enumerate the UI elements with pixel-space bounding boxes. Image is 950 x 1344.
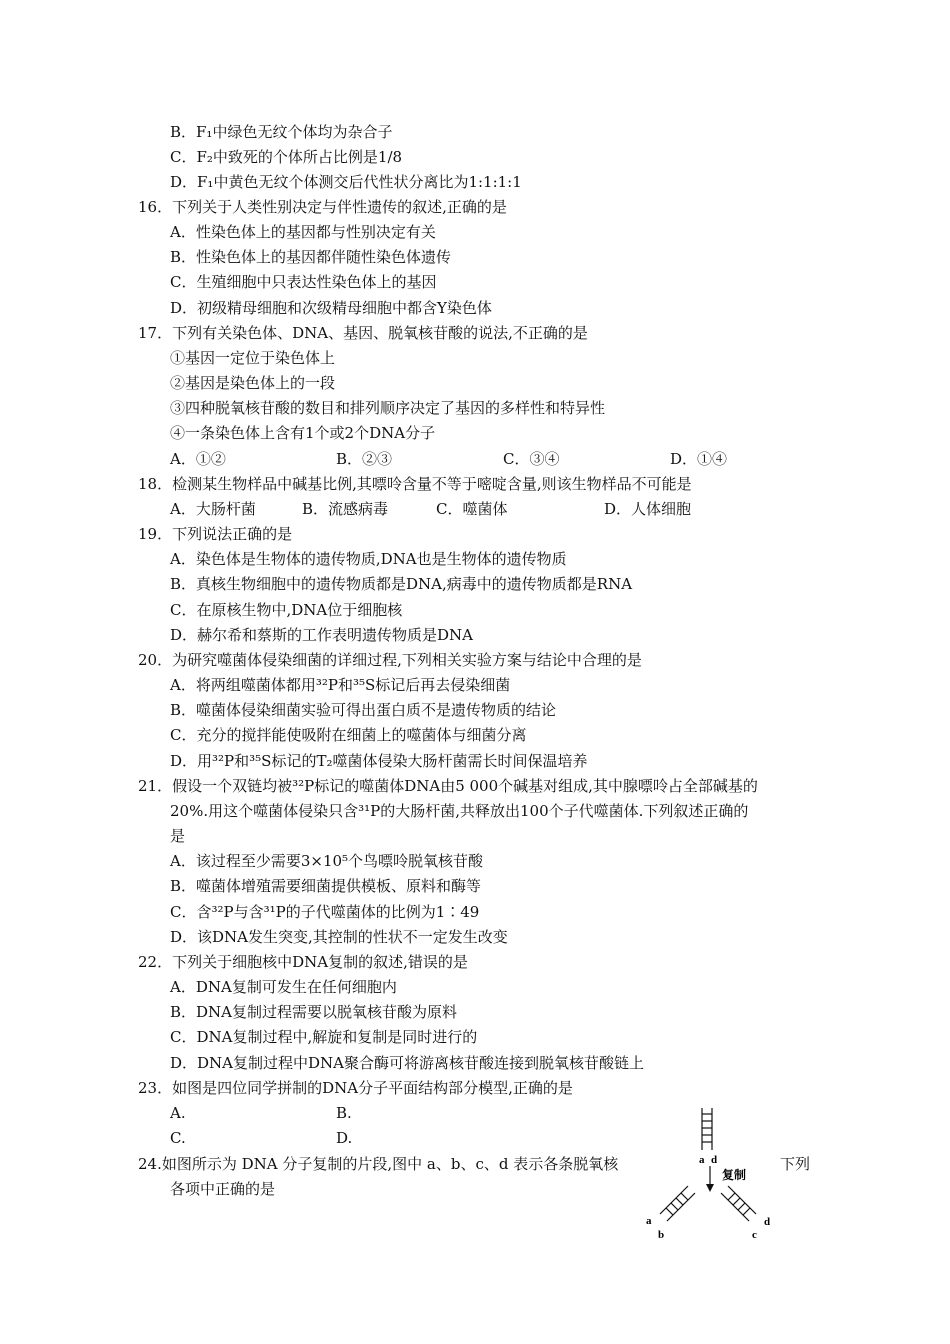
- dna-replication-diagram: [636, 1104, 786, 1244]
- right-daughter-ladder: [721, 1186, 756, 1221]
- q18-option-d: D．人体细胞: [604, 500, 692, 518]
- q21-option-d: D．该DNA发生突变,其控制的性状不一定发生改变: [170, 928, 508, 946]
- q17-statement-2: ②基因是染色体上的一段: [170, 374, 336, 392]
- arrow-label: 复制: [722, 1168, 747, 1182]
- q15-option-b: B．F₁中绿色无纹个体均为杂合子: [170, 123, 393, 141]
- q17-option-a: A．①②: [170, 450, 226, 468]
- q20-option-a: A．将两组噬菌体都用³²P和³⁵S标记后再去侵染细菌: [170, 676, 511, 694]
- q18-stem: 18．检测某生物样品中碱基比例,其嘌呤含量不等于嘧啶含量,则该生物样品不可能是: [138, 475, 692, 493]
- label-top-d: d: [711, 1154, 718, 1166]
- q23-option-d: D.: [336, 1129, 353, 1147]
- q19-option-a: A．染色体是生物体的遗传物质,DNA也是生物体的遗传物质: [170, 550, 567, 568]
- q23-stem: 23．如图是四位同学拼制的DNA分子平面结构部分模型,正确的是: [138, 1079, 573, 1097]
- q24-stem-line-1: 24.如图所示为 DNA 分子复制的片段,图中 a、b、c、d 表示各条脱氧核: [138, 1155, 619, 1173]
- q17-option-c: C．③④: [503, 450, 560, 468]
- q16-stem: 16．下列关于人类性别决定与伴性遗传的叙述,正确的是: [138, 198, 507, 216]
- q19-option-d: D．赫尔希和蔡斯的工作表明遗传物质是DNA: [170, 626, 474, 644]
- parent-dna-ladder: [702, 1108, 712, 1150]
- q23-option-b: B.: [336, 1104, 352, 1122]
- q16-option-d: D．初级精母细胞和次级精母细胞中都含Y染色体: [170, 299, 492, 317]
- q17-statement-1: ①基因一定位于染色体上: [170, 349, 336, 367]
- q17-stem: 17．下列有关染色体、DNA、基因、脱氧核苷酸的说法,不正确的是: [138, 324, 588, 342]
- q18-option-c: C．噬菌体: [436, 500, 508, 518]
- q22-option-b: B．DNA复制过程需要以脱氧核苷酸为原料: [170, 1003, 458, 1021]
- q21-option-b: B．噬菌体增殖需要细菌提供模板、原料和酶等: [170, 877, 482, 895]
- q17-option-d: D．①④: [670, 450, 728, 468]
- left-daughter-ladder: [660, 1186, 695, 1221]
- q22-option-c: C．DNA复制过程中,解旋和复制是同时进行的: [170, 1028, 478, 1046]
- q17-option-b: B．②③: [336, 450, 393, 468]
- q21-stem-line-2: 20%.用这个噬菌体侵染只含³¹P的大肠杆菌,共释放出100个子代噬菌体.下列叙述正确的: [170, 802, 749, 820]
- q21-stem-line-3: 是: [170, 827, 186, 845]
- q21-option-c: C．含³²P与含³¹P的子代噬菌体的比例为1∶49: [170, 903, 480, 921]
- q20-stem: 20．为研究噬菌体侵染细菌的详细过程,下列相关实验方案与结论中合理的是: [138, 651, 642, 669]
- q22-option-d: D．DNA复制过程中DNA聚合酶可将游离核苷酸连接到脱氧核苷酸链上: [170, 1054, 644, 1072]
- q22-option-a: A．DNA复制可发生在任何细胞内: [170, 978, 397, 996]
- q19-stem: 19．下列说法正确的是: [138, 525, 293, 543]
- q24-stem-line-1-end: 下列: [780, 1155, 811, 1173]
- down-arrow-icon: [706, 1166, 714, 1192]
- q16-option-b: B．性染色体上的基因都伴随性染色体遗传: [170, 248, 452, 266]
- q19-option-b: B．真核生物细胞中的遗传物质都是DNA,病毒中的遗传物质都是RNA: [170, 575, 633, 593]
- q20-option-b: B．噬菌体侵染细菌实验可得出蛋白质不是遗传物质的结论: [170, 701, 557, 719]
- label-top-a: a: [699, 1154, 705, 1166]
- q19-option-c: C．在原核生物中,DNA位于细胞核: [170, 601, 403, 619]
- q23-option-a: A.: [170, 1104, 186, 1122]
- q20-option-c: C．充分的搅拌能使吸附在细菌上的噬菌体与细菌分离: [170, 726, 527, 744]
- q20-option-d: D．用³²P和³⁵S标记的T₂噬菌体侵染大肠杆菌需长时间保温培养: [170, 752, 588, 770]
- q17-statement-4: ④一条染色体上含有1个或2个DNA分子: [170, 424, 436, 442]
- q22-stem: 22．下列关于细胞核中DNA复制的叙述,错误的是: [138, 953, 468, 971]
- q24-stem-line-2: 各项中正确的是: [170, 1180, 276, 1198]
- q18-option-b: B．流感病毒: [302, 500, 389, 518]
- q15-option-d: D．F₁中黄色无纹个体测交后代性状分离比为1:1:1:1: [170, 173, 522, 191]
- q21-option-a: A．该过程至少需要3×10⁵个鸟嘌呤脱氧核苷酸: [170, 852, 484, 870]
- q23-option-c: C.: [170, 1129, 186, 1147]
- q17-statement-3: ③四种脱氧核苷酸的数目和排列顺序决定了基因的多样性和特异性: [170, 399, 606, 417]
- label-right-d: d: [764, 1216, 771, 1228]
- q16-option-a: A．性染色体上的基因都与性别决定有关: [170, 223, 436, 241]
- q16-option-c: C．生殖细胞中只表达性染色体上的基因: [170, 273, 437, 291]
- q21-stem-line-1: 21．假设一个双链均被³²P标记的噬菌体DNA由5 000个碱基对组成,其中腺嘌呤占全部碱基的: [138, 777, 758, 795]
- q18-option-a: A．大肠杆菌: [170, 500, 256, 518]
- label-right-c: c: [752, 1229, 757, 1241]
- q15-option-c: C．F₂中致死的个体所占比例是1/8: [170, 148, 403, 166]
- label-left-a: a: [646, 1215, 652, 1227]
- label-left-b: b: [658, 1229, 665, 1241]
